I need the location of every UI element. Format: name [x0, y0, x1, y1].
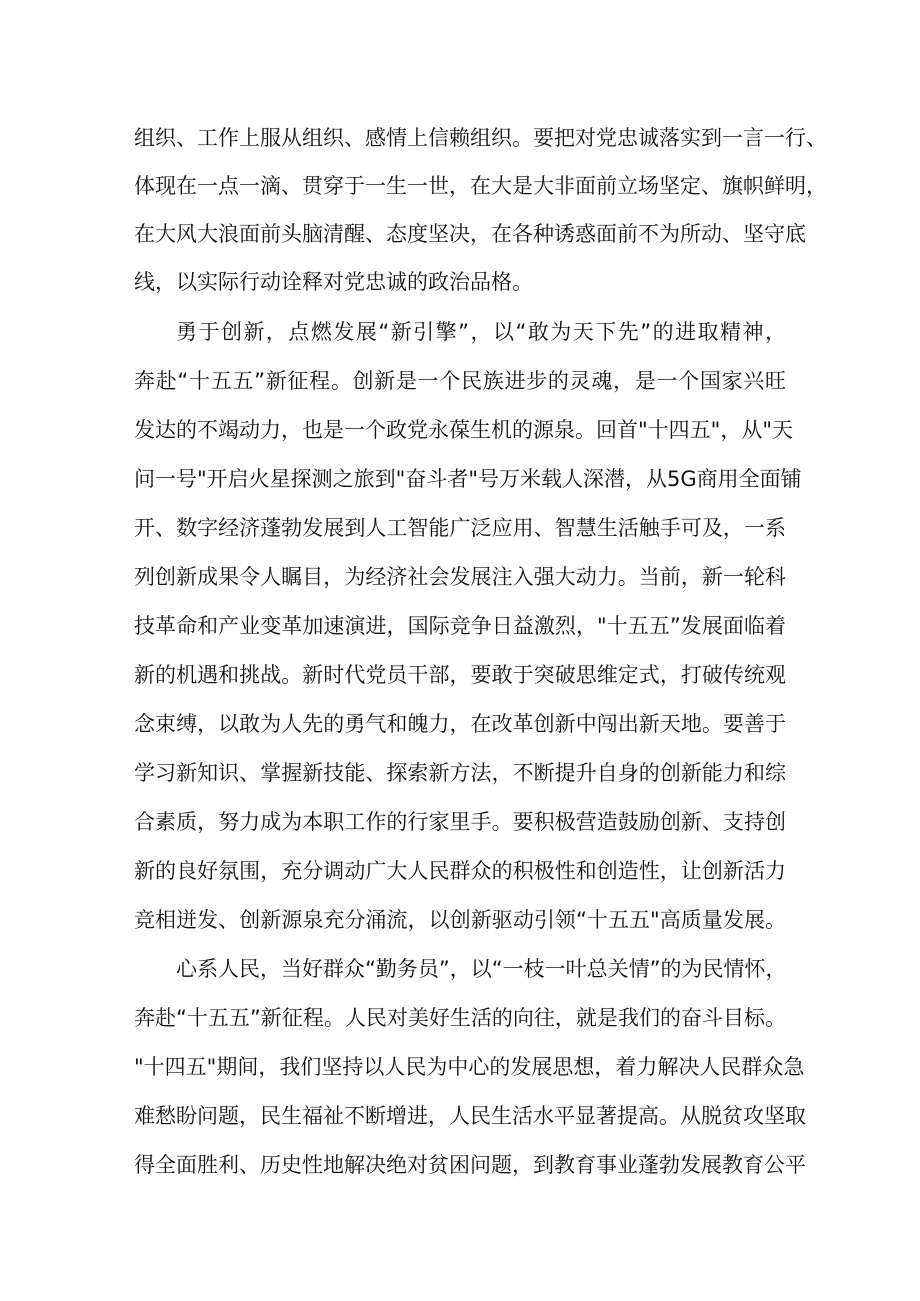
paragraph-first-line [0, 949, 920, 989]
line-text: 问一号"开启火星探测之旅到"奋斗者"号万米载人深潜，从5G商用全面铺 [134, 467, 802, 491]
line-text: 得全面胜利、历史性地解决绝对贫困问题，到教育事业蓬勃发展教育公平 [134, 1153, 806, 1177]
line-text: 奔赴“十五五”新征程。人民对美好生活的向往，就是我们的奋斗目标。 [134, 1006, 786, 1030]
line-text: 竞相迸发、创新源泉充分涌流，以创新驱动引领“十五五"高质量发展。 [134, 908, 786, 932]
text-line [0, 118, 920, 158]
line-text: 勇于创新，点燃发展“新引擎”，以“敢为天下先”的进取精神， [176, 320, 786, 344]
text-line [0, 166, 920, 206]
line-text: 组织、工作上服从组织、感情上信赖组织。要把对党忠诚落实到一言一行、 [134, 126, 827, 150]
text-line [0, 262, 920, 302]
line-text: 学习新知识、掌握新技能、探索新方法，不断提升自身的创新能力和综 [134, 761, 786, 785]
line-text: 线，以实际行动诠释对党忠诚的政治品格。 [134, 270, 533, 294]
line-text: 技革命和产业变革加速演进，国际竞争日益激烈，"十五五”发展面临着 [134, 614, 786, 638]
line-text: 列创新成果令人瞩目，为经济社会发展注入强大动力。当前，新一轮科 [134, 565, 786, 589]
text-line [0, 557, 920, 597]
text-line [0, 802, 920, 842]
line-text: 体现在一点一滴、贯穿于一生一世，在大是大非面前立场坚定、旗帜鲜明， [134, 174, 827, 198]
text-line [0, 655, 920, 695]
text-line [0, 900, 920, 940]
text-line [0, 851, 920, 891]
text-line [0, 410, 920, 450]
text-line [0, 1145, 920, 1185]
line-text: 新的良好氛围，充分调动广大人民群众的积极性和创造性，让创新活力 [134, 859, 786, 883]
text-line [0, 753, 920, 793]
text-line [0, 214, 920, 254]
text-line [0, 459, 920, 499]
line-text: 发达的不竭动力，也是一个政党永葆生机的源泉。回首"十四五"，从"天 [134, 418, 793, 442]
paragraph-first-line [0, 312, 920, 352]
line-text: 合素质，努力成为本职工作的行家里手。要积极营造鼓励创新、支持创 [134, 810, 786, 834]
line-text: 念束缚，以敢为人先的勇气和魄力，在改革创新中闯出新天地。要善于 [134, 712, 786, 736]
text-line [0, 1096, 920, 1136]
text-line [0, 998, 920, 1038]
line-text: 心系人民，当好群众“勤务员”，以“一枝一叶总关情”的为民情怀， [176, 957, 787, 981]
line-text: 难愁盼问题，民生福祉不断增进，人民生活水平显著提高。从脱贫攻坚取 [134, 1104, 806, 1128]
line-text: 开、数字经济蓬勃发展到人工智能广泛应用、智慧生活触手可及，一系 [134, 516, 786, 540]
text-line [0, 1047, 920, 1087]
text-line [0, 361, 920, 401]
line-text: 奔赴“十五五”新征程。创新是一个民族进步的灵魂，是一个国家兴旺 [134, 369, 786, 393]
line-text: 在大风大浪面前头脑清醒、态度坚决，在各种诱惑面前不为所动、坚守底 [134, 222, 806, 246]
text-line [0, 704, 920, 744]
line-text: "十四五"期间，我们坚持以人民为中心的发展思想，着力解决人民群众急 [134, 1055, 805, 1079]
text-line [0, 606, 920, 646]
line-text: 新的机遇和挑战。新时代党员干部，要敢于突破思维定式，打破传统观 [134, 663, 786, 687]
text-line [0, 508, 920, 548]
